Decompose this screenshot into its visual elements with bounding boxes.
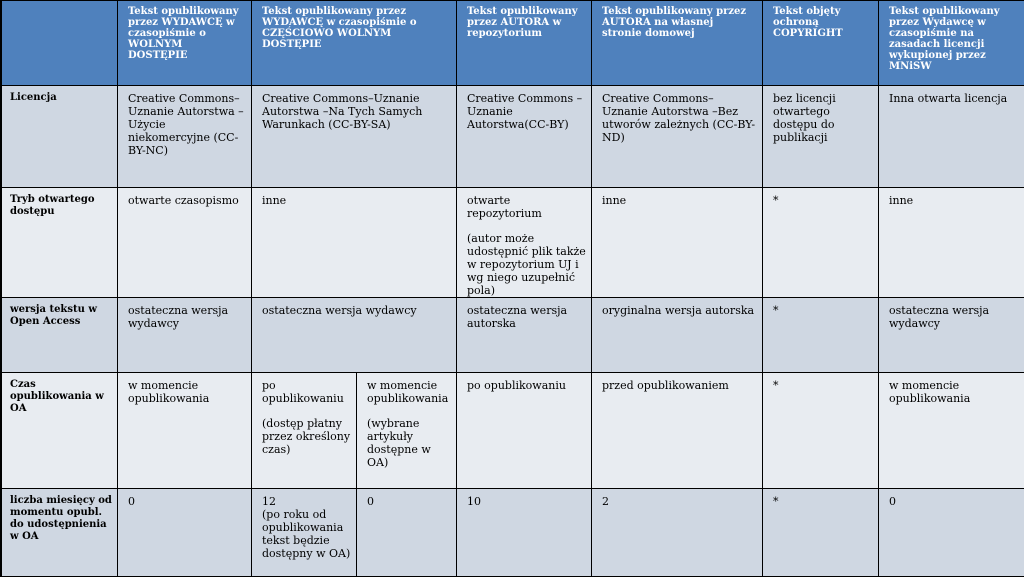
cell-czas-2b [357,373,456,488]
cell-liczba-2a-note: (po roku od opublikowania tekst będzie dostępny w OA) [262,508,351,560]
cell-tryb-3 [457,188,591,297]
cell-czas-1: w momencie opublikowania [118,373,251,488]
cell-licencja-6: Inna otwarta licencja [879,86,1024,187]
row-label-licencja: Licencja [2,86,117,187]
header-corner [2,1,117,85]
table-row-tryb [2,188,1024,297]
header-author-repository: Tekst opublikowany przez AUTORA w repozytorium [457,1,591,85]
table-row-czas [2,373,1024,488]
cell-licencja-1: Creative Commons– Uznanie Autorstwa – Użycie niekomercyjne (CC-BY-NC) [118,86,251,187]
cell-tryb-2: inne [252,188,456,297]
table-row-wersja [2,298,1024,372]
header-publisher-open-journal: Tekst opublikowany przez WYDAWCĘ w czasopiśmie o WOLNYM DOSTĘPIE [118,1,251,85]
cell-wersja-1: ostateczna wersja wydawcy [118,298,251,372]
cell-licencja-4: Creative Commons–Uznanie Autorstwa –Bez utworów zależnych (CC-BY-ND) [592,86,762,187]
row-label-wersja: wersja tekstu w Open Access [2,298,117,372]
cell-liczba-2b: 0 [357,489,456,576]
cell-czas-2b-value: w momencie opublikowania [367,379,449,405]
cell-liczba-2a [252,489,356,576]
cell-tryb-1: otwarte czasopismo [118,188,251,297]
cell-liczba-3: 10 [457,489,591,576]
table-row-liczba [2,489,1024,576]
header-row [2,1,1024,85]
cell-tryb-4: inne [592,188,762,297]
cell-tryb-6: inne [879,188,1024,297]
cell-tryb-3-note: (autor może udostępnić plik także w repozytorium UJ i wg niego uzupełnić pola) [467,232,586,297]
open-access-comparison-table [1,0,1024,577]
header-copyright: Tekst objęty ochroną COPYRIGHT [763,1,878,85]
cell-wersja-2: ostateczna wersja wydawcy [252,298,456,372]
cell-czas-2a [252,373,356,488]
cell-czas-2a-note: (dostęp płatny przez określony czas) [262,417,351,456]
cell-wersja-4: oryginalna wersja autorska [592,298,762,372]
row-label-tryb: Tryb otwartego dostępu [2,188,117,297]
cell-licencja-2: Creative Commons–Uznanie Autorstwa –Na Tych Samych Warunkach (CC-BY-SA) [252,86,456,187]
row-label-liczba: liczba miesięcy od momentu opubl. do udostępnienia w OA [2,489,117,576]
cell-tryb-5: * [763,188,878,297]
cell-czas-5: * [763,373,878,488]
cell-czas-2b-note: (wybrane artykuły dostępne w OA) [367,417,431,469]
header-publisher-partial-journal: Tekst opublikowany przez WYDAWCĘ w czasopiśmie o CZĘŚCIOWO WOLNYM DOSTĘPIE [252,1,456,85]
cell-liczba-6: 0 [879,489,1024,576]
row-label-czas: Czas opublikowania w OA [2,373,117,488]
cell-czas-3: po opublikowaniu [457,373,591,488]
cell-liczba-4: 2 [592,489,762,576]
cell-wersja-5: * [763,298,878,372]
cell-liczba-1: 0 [118,489,251,576]
cell-liczba-2a-value: 12 [262,495,276,508]
header-author-homepage: Tekst opublikowany przez AUTORA na własnej stronie domowej [592,1,762,85]
table-row-licencja [2,86,1024,187]
cell-czas-2a-value: po opublikowaniu [262,379,344,405]
cell-wersja-6: ostateczna wersja wydawcy [879,298,1024,372]
cell-czas-4: przed opublikowaniem [592,373,762,488]
cell-tryb-3-value: otwarte repozytorium [467,194,542,220]
cell-licencja-5: bez licencji otwartego dostępu do publikacji [763,86,878,187]
cell-liczba-5: * [763,489,878,576]
cell-czas-6: w momencie opublikowania [879,373,1024,488]
cell-licencja-3: Creative Commons – Uznanie Autorstwa(CC-BY) [457,86,591,187]
header-mnisw-license: Tekst opublikowany przez Wydawcę w czasopiśmie na zasadach licencji wykupionej przez MNiSW [879,1,1024,85]
cell-wersja-3: ostateczna wersja autorska [457,298,591,372]
